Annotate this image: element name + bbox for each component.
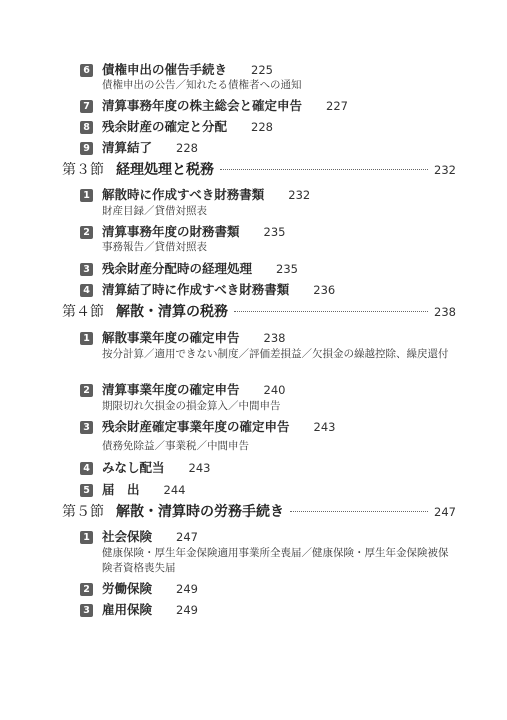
entry-title: 清算事務年度の財務書類	[102, 224, 240, 239]
toc-entry[interactable]	[80, 119, 273, 135]
entry-title: 残余財産確定事業年度の確定申告	[102, 419, 290, 434]
entry-number-badge: 3	[80, 421, 93, 434]
entry-title: 届 出	[102, 482, 140, 497]
entry-page-number: 235	[276, 262, 298, 276]
section-page-number: 238	[434, 305, 456, 319]
entry-page-number: 243	[188, 461, 211, 475]
section-heading[interactable]	[62, 503, 456, 521]
entry-number-badge: 3	[80, 604, 93, 617]
section-page-number: 247	[434, 505, 456, 519]
entry-number-badge: 6	[80, 64, 93, 77]
section-label: 第５節	[62, 504, 104, 520]
section-heading[interactable]	[62, 303, 456, 321]
entry-number-badge: 1	[80, 332, 93, 345]
entry-number-badge: 5	[80, 484, 93, 497]
entry-page-number: 235	[263, 225, 286, 239]
entry-title: 清算結了時に作成すべき財務書類	[102, 282, 290, 297]
entry-page-number: 228	[251, 120, 273, 134]
toc-entry[interactable]	[80, 419, 335, 435]
entry-title: 清算事業年度の確定申告	[102, 382, 240, 397]
entry-number-badge: 2	[80, 384, 93, 397]
entry-number-badge: 4	[80, 462, 93, 475]
entry-number-badge: 1	[80, 189, 93, 202]
entry-subtopics: 債権申出の公告／知れたる債権者への通知	[102, 79, 302, 91]
entry-page-number: 244	[163, 483, 186, 497]
entry-title: 清算結了	[102, 140, 153, 155]
entry-title: 残余財産の確定と分配	[102, 119, 228, 134]
toc-entry[interactable]	[80, 460, 210, 476]
entry-page-number: 247	[176, 530, 198, 544]
dot-leader	[220, 169, 428, 170]
entry-page-number: 232	[288, 188, 311, 202]
toc-entry[interactable]	[80, 482, 185, 498]
entry-page-number: 236	[313, 283, 336, 297]
entry-subtopics: 財産目録／貸借対照表	[102, 205, 207, 217]
toc-entry[interactable]	[80, 602, 198, 618]
entry-subtopics: 按分計算／適用できない制度／評価差損益／欠損金の繰越控除、繰戻還付	[102, 348, 449, 360]
dot-leader	[290, 511, 428, 512]
toc-entry[interactable]	[80, 261, 298, 277]
entry-title: 清算事務年度の株主総会と確定申告	[102, 98, 303, 113]
entry-title: 債権申出の催告手続き	[102, 62, 228, 77]
section-label: 第４節	[62, 304, 104, 320]
entry-title: 社会保険	[102, 529, 153, 544]
dot-leader	[234, 311, 428, 312]
section-heading[interactable]	[62, 161, 456, 179]
entry-title: 労働保険	[102, 581, 153, 596]
toc-entry[interactable]	[80, 62, 273, 78]
entry-page-number: 249	[176, 582, 198, 596]
entry-title: みなし配当	[102, 460, 165, 475]
section-title: 解散・清算時の労務手続き	[116, 504, 284, 520]
toc-entry[interactable]	[80, 529, 198, 545]
entry-title: 解散事業年度の確定申告	[102, 330, 240, 345]
toc-entry[interactable]	[80, 382, 285, 398]
toc-entry[interactable]	[80, 187, 310, 203]
section-page-number: 232	[434, 163, 456, 177]
section-title: 解散・清算の税務	[116, 304, 228, 320]
entry-page-number: 227	[326, 99, 348, 113]
entry-number-badge: 3	[80, 263, 93, 276]
entry-page-number: 225	[251, 63, 273, 77]
entry-page-number: 228	[176, 141, 198, 155]
entry-number-badge: 4	[80, 284, 93, 297]
entry-number-badge: 2	[80, 583, 93, 596]
toc-entry[interactable]	[80, 330, 285, 346]
entry-subtopics: 債務免除益／事業税／中間申告	[102, 440, 249, 452]
entry-page-number: 243	[313, 420, 336, 434]
entry-subtopics: 健康保険・厚生年金保険適用事業所全喪届／健康保険・厚生年金保険被保険者資格喪失届	[102, 547, 449, 574]
toc-entry[interactable]	[80, 98, 348, 114]
toc-entry[interactable]	[80, 140, 198, 156]
entry-page-number: 249	[176, 603, 198, 617]
toc-entry[interactable]	[80, 581, 198, 597]
entry-number-badge: 7	[80, 100, 93, 113]
entry-number-badge: 2	[80, 226, 93, 239]
section-label: 第３節	[62, 162, 104, 178]
entry-subtopics: 期限切れ欠損金の損金算入／中間申告	[102, 400, 281, 412]
entry-number-badge: 1	[80, 531, 93, 544]
entry-title: 解散時に作成すべき財務書類	[102, 187, 265, 202]
entry-subtopics: 事務報告／貸借対照表	[102, 241, 207, 253]
entry-number-badge: 9	[80, 142, 93, 155]
section-title: 経理処理と税務	[116, 162, 214, 178]
entry-title: 残余財産分配時の経理処理	[102, 261, 253, 276]
entry-page-number: 240	[263, 383, 286, 397]
toc-entry[interactable]	[80, 224, 285, 240]
entry-page-number: 238	[263, 331, 286, 345]
toc-entry[interactable]	[80, 282, 335, 298]
entry-title: 雇用保険	[102, 602, 153, 617]
entry-number-badge: 8	[80, 121, 93, 134]
